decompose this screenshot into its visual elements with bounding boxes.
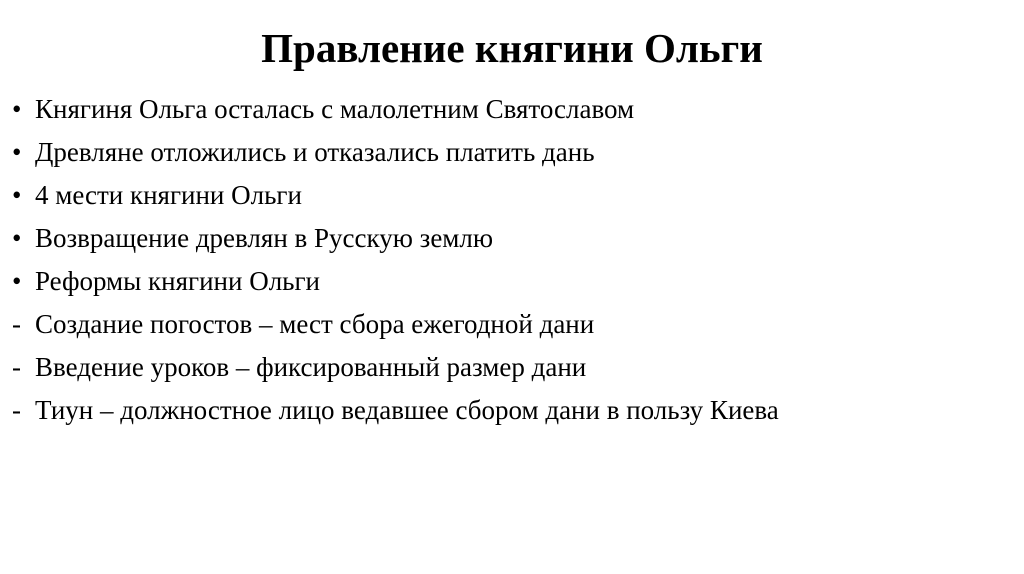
list-item-text: Реформы княгини Ольги (35, 266, 321, 296)
bullet-marker: • (12, 266, 22, 296)
dash-marker: - (12, 395, 21, 425)
list-item (12, 217, 1012, 260)
dash-marker: - (12, 352, 21, 382)
list-item (12, 131, 1012, 174)
bullet-marker: • (12, 137, 22, 167)
list-item-text: Создание погостов – мест сбора ежегодной дани (35, 309, 595, 339)
list-item-text: Введение уроков – фиксированный размер дани (35, 352, 587, 382)
list-item (12, 174, 1012, 217)
list-item (12, 303, 1012, 346)
bullet-list (12, 88, 1012, 432)
list-item (12, 260, 1012, 303)
list-item-text: Возвращение древлян в Русскую землю (35, 223, 494, 253)
list-item (12, 346, 1012, 389)
dash-marker: - (12, 309, 21, 339)
list-item-text: Княгиня Ольга осталась с малолетним Святославом (35, 94, 635, 124)
list-item-text: 4 мести княгини Ольги (35, 180, 302, 210)
list-item-text: Тиун – должностное лицо ведавшее сбором дани в пользу Киева (35, 395, 779, 425)
bullet-marker: • (12, 94, 22, 124)
list-item (12, 88, 1012, 131)
slide-title: Правление княгини Ольги (261, 25, 763, 71)
list-item-text: Древляне отложились и отказались платить дань (35, 137, 595, 167)
bullet-marker: • (12, 223, 22, 253)
list-item (12, 389, 1012, 432)
bullet-marker: • (12, 180, 22, 210)
